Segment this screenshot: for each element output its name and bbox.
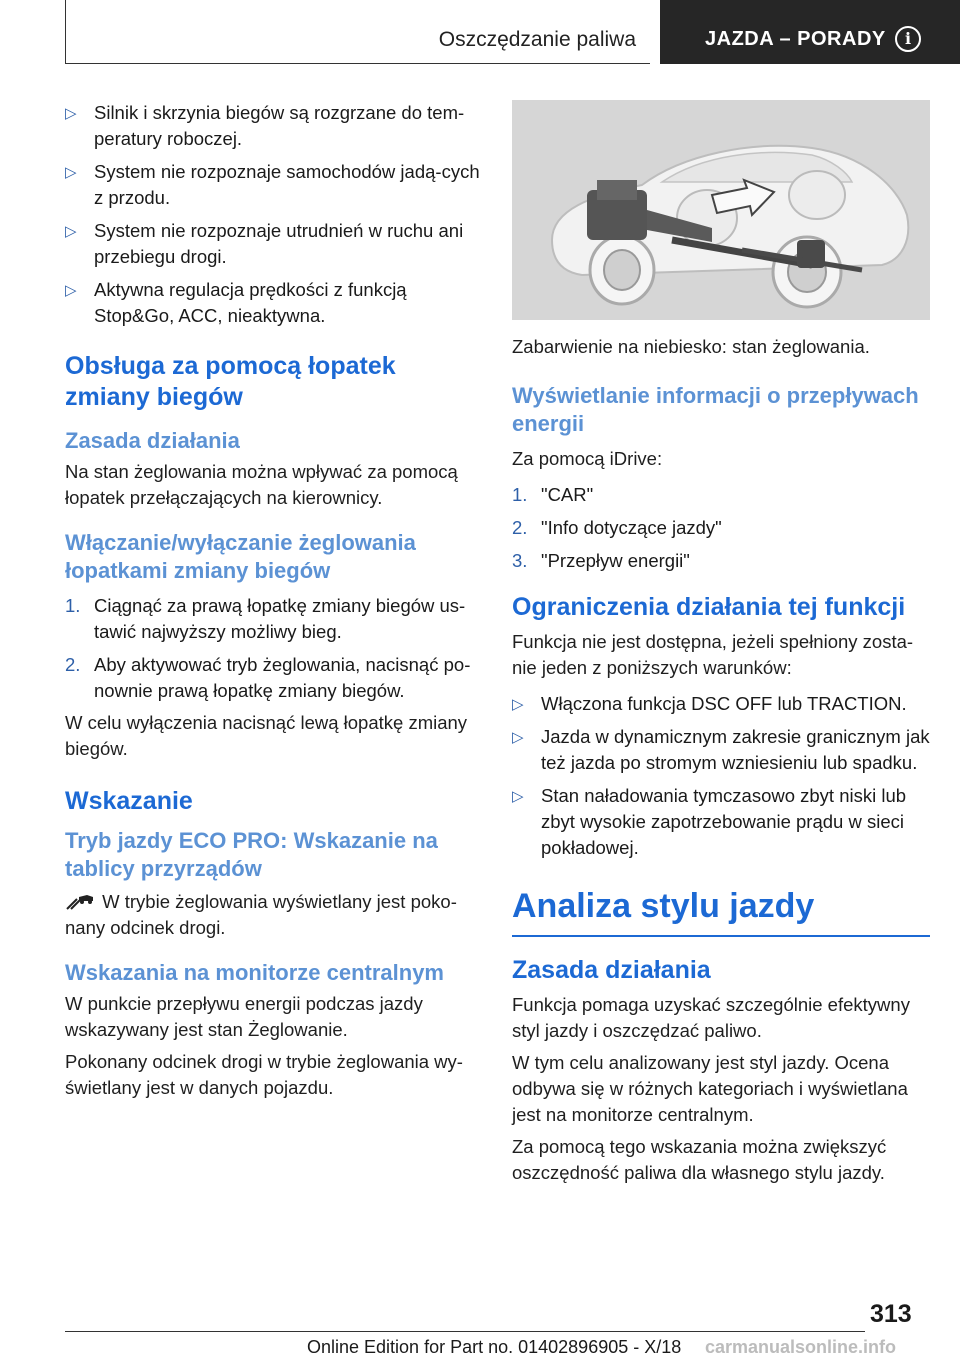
heading-limits: Ograniczenia działania tej funkcji	[512, 593, 906, 621]
triangle-bullet-icon: ▷	[65, 105, 77, 122]
heading-principle: Zasada działania	[65, 428, 240, 453]
paragraph-eco-pro: W trybie żeglowania wyświetlany jest poko‐nany odcinek drogi.	[65, 891, 457, 938]
triangle-bullet-icon: ▷	[65, 164, 77, 181]
heading-eco-pro: Tryb jazdy ECO PRO: Wskazanie na tablicy przyrządów	[65, 828, 438, 881]
list-item: 3. "Przepływ energii"	[512, 548, 930, 574]
paragraph-analysis-3: Za pomocą tego wskazania można zwiększyć oszczędność paliwa dla własnego stylu jazdy.	[512, 1136, 887, 1183]
section-title: Oszczędzanie paliwa	[438, 28, 636, 51]
chapter-title: JAZDA – PORADY	[705, 28, 886, 50]
triangle-bullet-icon: ▷	[65, 223, 77, 240]
step-number: 1.	[512, 484, 528, 505]
heading-display: Wskazanie	[65, 787, 193, 815]
list-item: ▷ Jazda w dynamicznym zakresie granicznym jak też jazda po stromym wzniesieniu lub spadku.	[512, 726, 930, 773]
triangle-bullet-icon: ▷	[65, 282, 77, 299]
list-item: ▷ Stan naładowania tymczasowo zbyt niski lub zbyt wysokie zapotrzebowanie prądu w sieci pokładowej.	[512, 785, 907, 858]
list-item: ▷ Włączona funkcja DSC OFF lub TRACTION.	[512, 691, 930, 717]
list-item: ▷ Aktywna regulacja prędkości z funkcją Stop&Go, ACC, nieaktywna.	[65, 279, 407, 326]
heading-principle-2: Zasada działania	[512, 956, 711, 984]
list-item: 1. Ciągnąć za prawą łopatkę zmiany biegów us‐tawić najwyższy możliwy bieg.	[65, 595, 466, 642]
toggle-steps	[65, 593, 485, 704]
conditions-list	[65, 100, 485, 329]
heading-driving-style-analysis: Analiza stylu jazdy	[512, 885, 930, 937]
paragraph-monitor-2: Pokonany odcinek drogi w trybie żeglowania wy‐świetlany jest w danych pojazdu.	[65, 1051, 463, 1098]
right-column	[512, 100, 930, 1186]
idrive-steps	[512, 482, 930, 574]
paragraph-monitor-1: W punkcie przepływu energii podczas jazdy wskazywany jest stan Żeglowanie.	[65, 993, 423, 1040]
triangle-bullet-icon: ▷	[512, 729, 524, 746]
page-number: 313	[870, 1300, 912, 1328]
car-illustration-svg	[512, 100, 930, 320]
footer-divider	[65, 1331, 865, 1332]
limits-list	[512, 691, 930, 861]
paragraph-limits: Funkcja nie jest dostępna, jeżeli spełniony zosta‐nie jeden z poniższych warunków:	[512, 631, 914, 678]
paragraph-analysis-2: W tym celu analizowany jest styl jazdy. Ocena odbywa się w różnych kategoriach i wyświetlana jest na monitorze centralnym.	[512, 1052, 908, 1125]
heading-toggle: Włączanie/wyłączanie żeglowania łopatkami zmiany biegów	[65, 530, 416, 583]
sailing-road-icon	[65, 891, 95, 911]
heading-energy-flow: Wyświetlanie informacji o przepływach energii	[512, 383, 919, 436]
header-divider-bottom	[65, 63, 650, 64]
heading-central-monitor: Wskazania na monitorze centralnym	[65, 960, 444, 985]
list-item: 2. Aby aktywować tryb żeglowania, nacisnąć po‐nownie prawą łopatkę zmiany biegów.	[65, 654, 471, 701]
list-item: 2. "Info dotyczące jazdy"	[512, 515, 930, 541]
header-divider-left	[65, 0, 66, 64]
triangle-bullet-icon: ▷	[512, 696, 524, 713]
paragraph-deactivate: W celu wyłączenia nacisnąć lewą łopatkę zmiany biegów.	[65, 712, 468, 759]
list-item: 1. "CAR"	[512, 482, 930, 508]
step-number: 1.	[65, 595, 81, 616]
paragraph-principle: Na stan żeglowania można wpływać za pomocą łopatek przełączających na kierownicy.	[65, 461, 458, 508]
edition-text: Online Edition for Part no. 01402896905 - X/18	[307, 1337, 682, 1357]
triangle-bullet-icon: ▷	[512, 788, 524, 805]
step-number: 3.	[512, 550, 528, 571]
list-item: ▷ System nie rozpoznaje samochodów jadą‐cych z przodu.	[65, 161, 480, 208]
paragraph-analysis-1: Funkcja pomaga uzyskać szczególnie efektywny styl jazdy i oszczędzać paliwo.	[512, 994, 910, 1041]
step-number: 2.	[512, 517, 528, 538]
heading-paddles: Obsługa za pomocą łopatek zmiany biegów	[65, 352, 396, 411]
left-column	[65, 100, 485, 1101]
list-item: ▷ Silnik i skrzynia biegów są rozgrzane do tem‐peratury roboczej.	[65, 102, 465, 149]
car-drivetrain-illustration	[512, 100, 930, 320]
figure-caption: Zabarwienie na niebiesko: stan żeglowania.	[512, 336, 870, 357]
step-number: 2.	[65, 654, 81, 675]
watermark: carmanualsonline.info	[705, 1337, 897, 1357]
list-item: ▷ System nie rozpoznaje utrudnień w ruchu ani przebiegu drogi.	[65, 220, 464, 267]
info-icon: i	[895, 26, 921, 52]
paragraph-idrive: Za pomocą iDrive:	[512, 448, 663, 469]
